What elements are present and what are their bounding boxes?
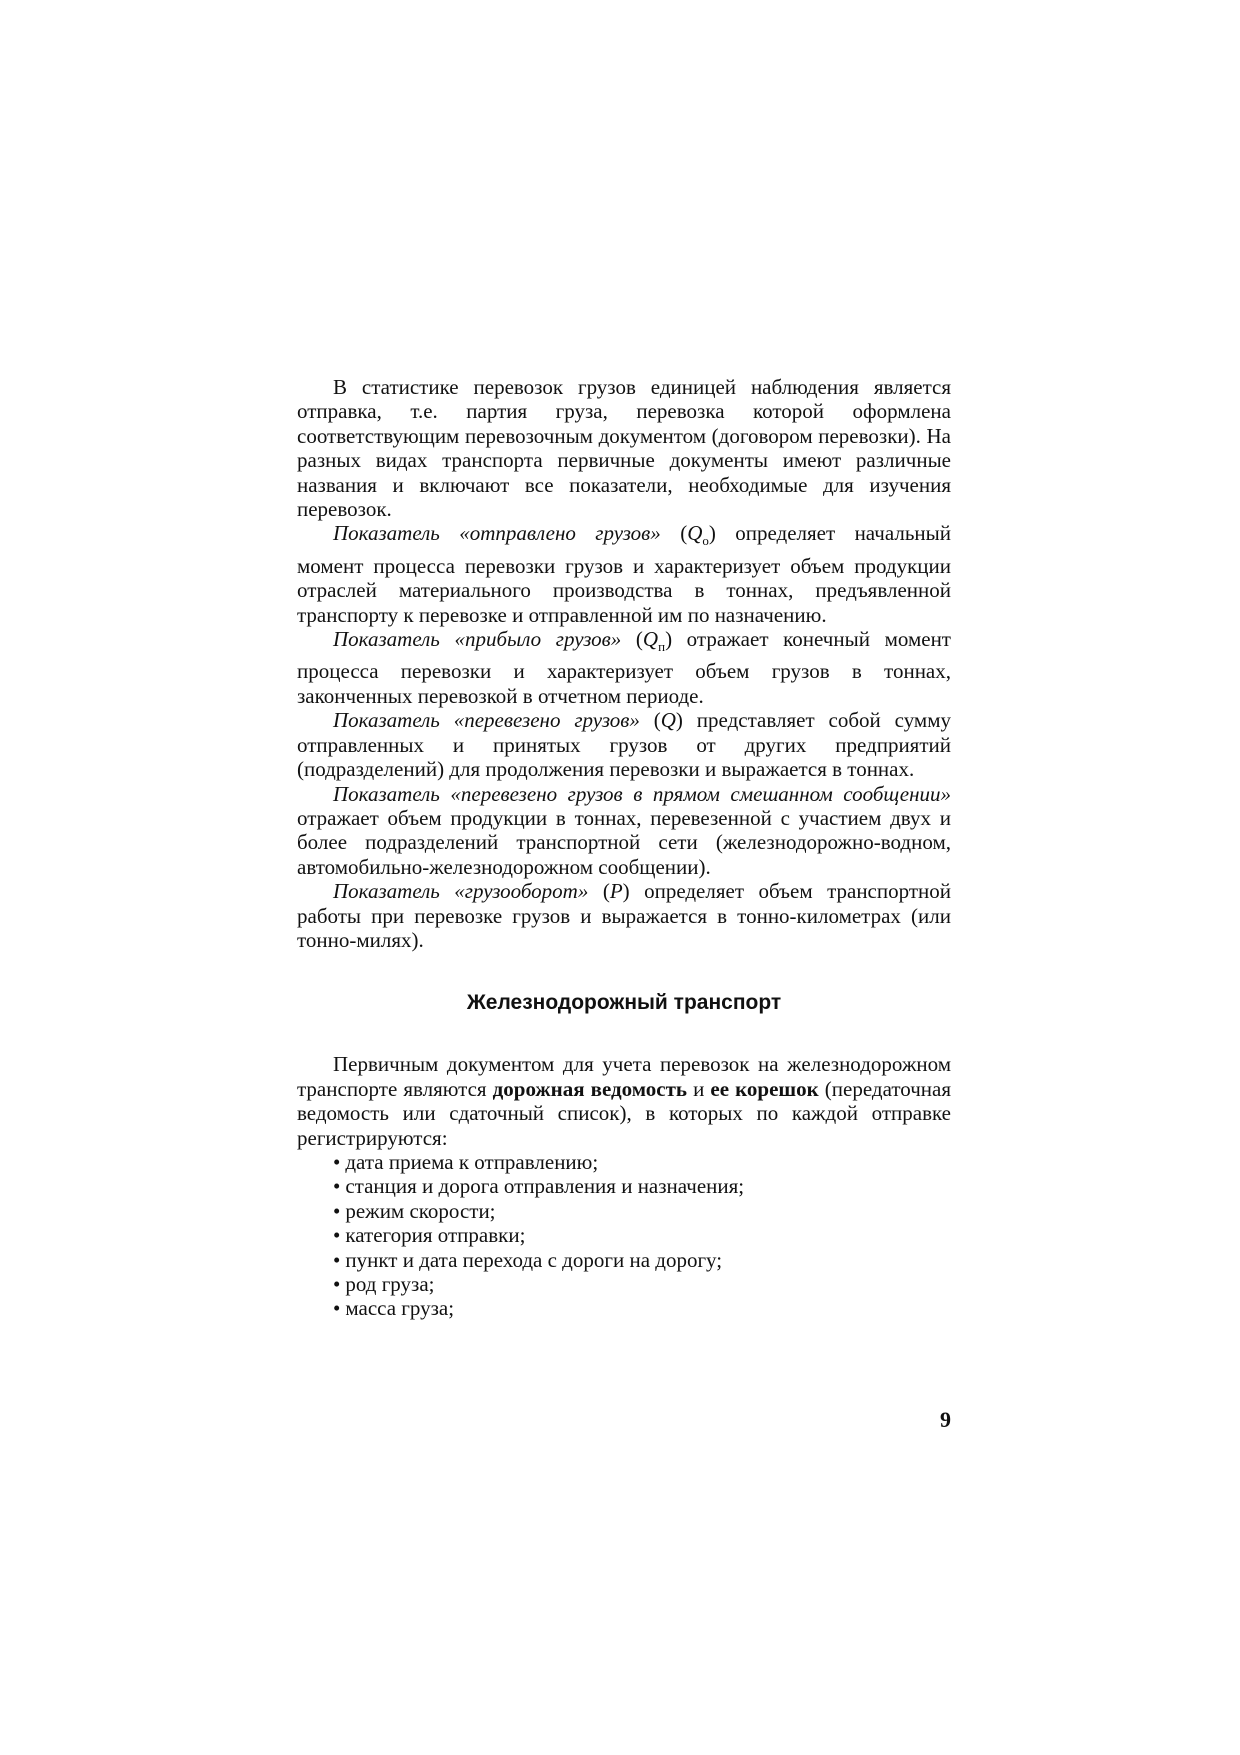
bullet-icon: • [333, 1198, 341, 1223]
list-item-text: режим скорости; [345, 1198, 496, 1223]
paragraph-observation-unit: В статистике перевозок грузов единицей наблюдения является отправка, т.е. партия груза, перевозка которой оформлена соответствующим перевозочным документом (договором перевозки). На разных видах транспорта первичные документы имеют различные названия и включают все показатели, необходимые для изучения перевозок. [297, 375, 951, 522]
list-item [333, 1272, 951, 1296]
paragraph-text: ) представляет собой сумму отправленных и принятых грузов от других предприятий (подразделений) для продолжения перевозки и выражается в тоннах. [297, 708, 952, 782]
paragraph-text: ) определяет начальный момент процесса перевозки грузов и характеризует объем продукции отраслей материального производства в тоннах, предъявленной транспорту к перевозке и отправленной им по назначению. [297, 521, 951, 627]
intro-text: Первичным документом для учета перевозок на железнодорожном транспорте являются [297, 1052, 951, 1101]
symbol-q: Q [660, 708, 676, 733]
paren-open: ( [588, 879, 610, 904]
registered-items-list [297, 1150, 951, 1321]
symbol-p: P [609, 879, 623, 904]
paren-open: ( [639, 708, 661, 733]
term-transported-cargo: Показатель «перевезено грузов» [333, 708, 640, 733]
symbol-q: Q [642, 627, 659, 652]
bold-term-road-list: дорожная ведомость [492, 1076, 688, 1101]
page-body [297, 375, 951, 1321]
list-item [333, 1248, 951, 1272]
list-item [333, 1150, 951, 1174]
symbol-q: Q [687, 521, 703, 546]
paragraph-freight-turnover [297, 879, 951, 952]
list-item-text: категория отправки; [345, 1223, 526, 1248]
paragraph-arrived-cargo [297, 627, 951, 708]
list-item [333, 1296, 951, 1320]
list-item [333, 1223, 951, 1247]
paren-open: ( [660, 521, 688, 546]
paragraph-text: ) определяет объем транспортной работы при перевозке грузов и выражается в тонно-километрах (или тонно-милях). [297, 879, 951, 952]
list-item [333, 1174, 951, 1198]
page-number: 9 [940, 1407, 951, 1432]
paragraph-text: ) отражает конечный момент процесса перевозки и характеризует объем грузов в тоннах, законченных перевозкой в отчетном периоде. [297, 627, 951, 708]
list-item-text: род груза; [345, 1272, 435, 1296]
paragraph-railway-documents [297, 1052, 951, 1150]
list-item [333, 1199, 951, 1223]
bullet-icon: • [333, 1296, 341, 1321]
bullet-icon: • [333, 1247, 341, 1272]
bold-term-stub: ее корешок [710, 1076, 819, 1101]
subscript-p: п [658, 639, 666, 655]
intro-text: (передаточная ведомость или сдаточный список), в которых по каждой отправке регистрируются: [297, 1076, 951, 1150]
list-item-text: масса груза; [345, 1296, 455, 1321]
bullet-icon: • [333, 1223, 341, 1248]
subscript-o: o [702, 533, 709, 549]
section-heading: Железнодорожный транспорт [466, 991, 782, 1015]
paragraph-text: отражает объем продукции в тоннах, перевезенной с участием двух и более подразделений транспортной сети (железнодорожно-водном, автомобильно-железнодорожном сообщении). [297, 805, 951, 879]
list-item-text: станция и дорога отправления и назначения; [345, 1174, 745, 1199]
bullet-icon: • [333, 1272, 341, 1296]
paren-open: ( [621, 627, 643, 652]
term-mixed-transport: Показатель «перевезено грузов в прямом смешанном сообщении» [333, 781, 951, 806]
paragraph-mixed-transport [297, 782, 951, 880]
term-shipped-cargo: Показатель «отправлено грузов» [333, 521, 661, 546]
paragraph-transported-cargo [297, 708, 951, 781]
bullet-icon: • [333, 1149, 341, 1174]
intro-text: и [687, 1076, 711, 1101]
term-arrived-cargo: Показатель «прибыло грузов» [333, 627, 622, 652]
list-item-text: пункт и дата перехода с дороги на дорогу; [345, 1247, 723, 1272]
paragraph-shipped-cargo [297, 521, 951, 627]
bullet-icon: • [333, 1174, 341, 1199]
list-item-text: дата приема к отправлению; [345, 1149, 599, 1174]
term-freight-turnover: Показатель «грузооборот» [333, 879, 589, 904]
